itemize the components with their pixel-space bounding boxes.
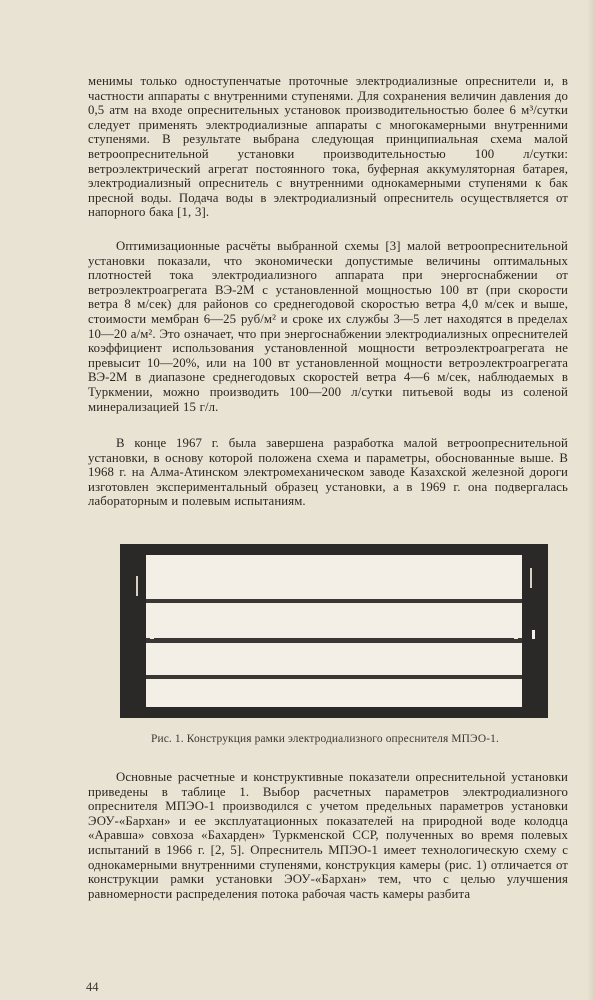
figure-frame-photo: [120, 544, 548, 718]
page-number: 44: [86, 980, 99, 994]
paragraph-3: В конце 1967 г. была завершена разработка малой ветроопреснительной установки, в основу которой положена схема и параметры, обоснованные выше. В 1968 г. на Алма-Атинском электромеханическом заводе Казахской железной дороги изготовлен экспериментальный образец установки, а в 1969 г. она подвергалась лабораторным и полевым испытаниям.: [88, 436, 568, 509]
frame-separator-3: [146, 675, 522, 679]
frame-channel-mark: [514, 636, 518, 639]
page-edge-shadow: [587, 0, 595, 1000]
frame-inlet-slot: [136, 576, 138, 596]
frame-separator-2: [146, 638, 522, 643]
frame-edge-mark: [532, 630, 535, 639]
paragraph-1: менимы только одноступенчатые проточные электродиализные опреснители и, в частности аппараты с внутренними ступенями. Для сохранения величин давления до 0,5 атм на входе опреснительных установок производительностью более 6 м³/сутки следует применять электродиализные аппараты с многокамерными внутренними ступенями. В результате выбрана следующая принципиальная схема малой ветроопреснительной установки производительностью 100 л/сутки: ветроэлектрический агрегат постоянного тока, буферная аккумуляторная батарея, электродиализный опреснитель с внутренними однокамерными ступенями к бак пресной воды. Подача воды в электродиализный опреснитель осуществляется от напорного бака [1, 3].: [88, 74, 568, 220]
figure-caption: Рис. 1. Конструкция рамки электродиализного опреснителя МПЭО-1.: [151, 733, 499, 745]
paragraph-2: Оптимизационные расчёты выбранной схемы [3] малой ветроопреснительной установки показали, что экономически допустимые величины оптимальных плотностей тока электродиализного аппарата при энергоснабжении от ветроэлектроагрегата ВЭ-2М с установленной мощностью 100 вт (при скорости ветра 8 м/сек) для районов со среднегодовой скоростью ветра 4,0 м/сек и выше, стоимости мембран 6—25 руб/м² и сроке их службы 3—5 лет находятся в пределах 10—20 а/м². Это означает, что при энергоснабжении электродиализных опреснителей коэффициент использования установленной мощности ветроэлектроагрегата не превысит 10—20%, или на 100 вт установленной мощности ветроэлектроагрегата ВЭ-2М в диапазоне среднегодовых скоростей ветра 4—6 м/сек, наблюдаемых в Туркмении, можно производить 100—200 л/сутки питьевой воды из соленой минерализацией 15 г/л.: [88, 239, 568, 414]
frame-outlet-slot: [530, 568, 532, 588]
frame-channel-mark: [150, 636, 154, 639]
frame-separator-1: [146, 599, 522, 603]
paragraph-4: Основные расчетные и конструктивные показатели опреснительной установки приведены в таблице 1. Выбор расчетных параметров электродиализного опреснителя МПЭО-1 производился с учетом предельных параметров установки ЭОУ-«Бархан» и ее эксплуатационных показателей на природной воде колодца «Аравша» совхоза «Бахарден» Туркменской ССР, полученных во время полевых испытаний в 1966 г. [2, 5]. Опреснитель МПЭО-1 имеет технологическую схему с однокамерными внутренними ступенями, конструкция камеры (рис. 1) отличается от конструкции рамки установки ЭОУ-«Бархан» тем, что с целью улучшения равномерности распределения потока рабочая часть камеры разбита: [88, 770, 568, 901]
frame-working-area: [146, 555, 522, 707]
